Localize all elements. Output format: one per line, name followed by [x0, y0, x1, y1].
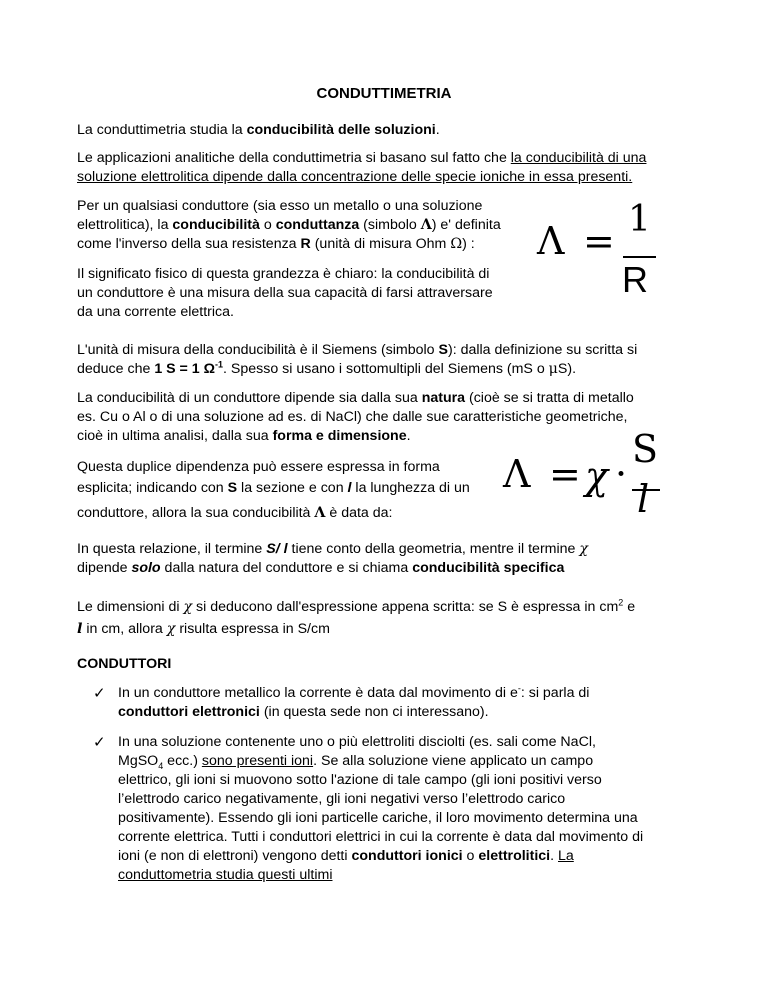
dimensions-text: si deducono dall'espressione appena scritta: se S è espressa in cm	[192, 599, 619, 615]
formula1-denominator: R	[622, 259, 648, 300]
relation-text: In questa relazione, il termine	[77, 541, 267, 557]
squared-exponent: 2	[618, 597, 624, 608]
siemens-text: S).	[557, 361, 577, 377]
dimensions-text: e	[623, 599, 636, 615]
bullet-metallic-conductors	[118, 684, 708, 722]
dependence-text: conduttore, allora la sua conducibilità	[77, 505, 315, 521]
bullet-2-line-6: corrente elettrica. Tutti i conduttori elettrici in cui la corrente è data dal movimento di	[118, 829, 644, 845]
underlined-ions: sono presenti ioni	[201, 753, 314, 769]
section-heading-conduttori: CONDUTTORI	[77, 656, 172, 672]
term-natura: natura	[421, 390, 466, 406]
dependence-text: la lunghezza di un	[351, 480, 470, 496]
term-conduttori-elettronici: conduttori elettronici	[118, 704, 260, 720]
nature-line-3	[77, 427, 692, 446]
siemens-text: . Spesso si usano i sottomultipli del Siemens (mS o	[223, 361, 549, 377]
dimensions-paragraph	[77, 596, 692, 640]
siemens-exponent: -1	[214, 359, 223, 370]
meaning-line: da una corrente elettrica.	[77, 304, 234, 320]
bullet-1-line-2	[118, 703, 708, 722]
bullet-2-line-2	[118, 752, 708, 771]
term-conduttori-ionici: conduttori ionici	[351, 848, 463, 864]
omega-symbol: Ω	[450, 236, 463, 252]
formula2-equals: =	[549, 452, 581, 496]
applications-paragraph	[77, 149, 692, 187]
bullet-text: In un conduttore metallico la corrente è data dal movimento di e	[118, 685, 518, 701]
relation-text: dipende	[77, 560, 132, 576]
meaning-line: Il significato fisico di questa grandezza è chiaro: la conducibilità di	[77, 266, 490, 282]
relation-text: dalla natura del conduttore e si chiama	[160, 560, 413, 576]
bullet-2-line-4: l’elettrodo carico negativamente, gli ioni negativi verso l’elettrodo carico	[118, 791, 566, 807]
dimensions-text: in cm, allora	[82, 621, 167, 637]
formula1-equals: =	[583, 219, 615, 263]
term-geometry: S/ l	[266, 541, 288, 557]
nature-line-1	[77, 389, 692, 408]
siemens-symbol: S	[438, 342, 448, 358]
dependence-text: è data da:	[325, 505, 393, 521]
term-conducibilita: conducibilità	[172, 217, 260, 233]
formula2-chi: χ	[585, 454, 609, 498]
dimensions-line-1	[77, 596, 692, 618]
bullet-text: .	[550, 848, 559, 864]
siemens-line-2	[77, 360, 692, 379]
definition-text: o	[259, 217, 276, 233]
checkmark-icon: ✓	[93, 685, 106, 702]
term-conducibilita-specifica: conducibilità specifica	[412, 560, 565, 576]
bullet-1-line-1	[118, 684, 708, 703]
lambda-symbol: Λ	[314, 505, 326, 521]
underlined-conclusion: conduttometria studia questi ultimi	[118, 867, 333, 883]
meaning-line: un conduttore è una misura della sua capacità di farsi attraversare	[77, 285, 493, 301]
bullet-ionic-conductors	[118, 733, 708, 885]
dependence-line-2	[77, 478, 547, 499]
definition-text: elettrolitica), la	[77, 217, 173, 233]
nature-text: (cioè se si tratta di metallo	[465, 390, 634, 406]
symbol-s: S	[227, 480, 238, 496]
siemens-paragraph	[77, 341, 692, 379]
definition-text: come l'inverso della sua resistenza	[77, 236, 301, 252]
definition-line-3	[77, 235, 547, 254]
formula2-dot: ·	[615, 452, 628, 496]
dependence-line-1: Questa duplice dipendenza può essere espressa in forma	[77, 459, 440, 475]
term-resistenza: R	[300, 236, 311, 252]
bullet-text: MgSO	[118, 753, 159, 769]
formula2-numerator: S	[632, 427, 659, 471]
term-solo: solo	[131, 560, 161, 576]
formula1-fraction-bar	[623, 256, 656, 258]
bullet-text: : si parla di	[520, 685, 590, 701]
dependence-text: la sezione e con	[237, 480, 348, 496]
formula-subscript: 4	[158, 760, 164, 771]
definition-line-2	[77, 216, 547, 235]
dependence-text: esplicita; indicando con	[77, 480, 228, 496]
formula1-numerator: 1	[628, 199, 651, 240]
bullet-2-line-1: In una soluzione contenente uno o più elettroliti disciolti (es. sali come NaCl,	[118, 734, 596, 750]
lambda-symbol: Λ	[420, 217, 432, 233]
relation-line-1	[77, 540, 692, 559]
nature-paragraph	[77, 389, 692, 446]
applications-text: Le applicazioni analitiche della conduttimetria si basano sul fatto che	[77, 150, 511, 166]
dependence-line-3	[77, 503, 547, 524]
chi-symbol: χ	[183, 599, 193, 615]
checkmark-icon: ✓	[93, 734, 106, 751]
bullet-text: ioni (e non di elettroni) vengono detti	[118, 848, 352, 864]
page-title: CONDUTTIMETRIA	[316, 85, 452, 102]
bullet-text: o	[462, 848, 479, 864]
dimensions-text: risulta espressa in S/cm	[175, 621, 330, 637]
term-conduttanza: conduttanza	[275, 217, 360, 233]
definition-text: (simbolo	[359, 217, 421, 233]
nature-text: La conducibilità di un conduttore dipende sia dalla sua	[77, 390, 422, 406]
bullet-2-line-8	[118, 866, 708, 885]
siemens-equation: 1 S = 1 Ω	[154, 361, 215, 377]
chi-symbol: χ	[166, 621, 176, 637]
intro-bold: conducibilità delle soluzioni	[246, 122, 436, 138]
siemens-text: deduce che	[77, 361, 155, 377]
siemens-line-1	[77, 341, 692, 360]
relation-line-2	[77, 559, 692, 578]
bullet-2-line-5: positivamente). Essendo gli ioni particelle cariche, il loro movimento determina una	[118, 810, 638, 826]
dependence-paragraph	[77, 452, 547, 524]
term-elettrolitici: elettrolitici	[478, 848, 551, 864]
siemens-text: ): dalla definizione su scritta si	[447, 342, 638, 358]
meaning-paragraph	[77, 265, 547, 322]
dimensions-line-2	[77, 618, 692, 640]
bullet-2-line-7	[118, 847, 708, 866]
nature-text: cioè in ultima analisi, dalla sua	[77, 428, 273, 444]
bullet-text: ecc.)	[163, 753, 202, 769]
intro-end: .	[435, 122, 440, 138]
bullet-text: . Se alla soluzione viene applicato un campo	[313, 753, 594, 769]
formula2-denominator: l	[637, 477, 650, 521]
applications-underlined: la conducibilità di una soluzione elettrolitica dipende dalla concentrazione delle specie ioniche in essa presenti.	[77, 150, 647, 185]
intro-text: La conduttimetria studia la	[77, 122, 247, 138]
definition-line-1: Per un qualsiasi conduttore (sia esso un metallo o una soluzione	[77, 198, 483, 214]
underlined-text: La	[558, 848, 574, 864]
nature-text: .	[406, 428, 411, 444]
chi-symbol: χ	[579, 541, 588, 557]
definition-text: ) :	[462, 236, 475, 252]
intro-paragraph	[77, 121, 692, 140]
definition-paragraph	[77, 197, 547, 254]
formula2-lambda: Λ	[503, 452, 531, 496]
symbol-l: l	[77, 621, 83, 637]
relation-paragraph	[77, 540, 692, 578]
definition-text: (unità di misura Ohm	[310, 236, 451, 252]
definition-text: ) e' definita	[431, 217, 501, 233]
formula1-lambda: Λ	[537, 219, 565, 263]
electron-charge: -	[517, 683, 521, 694]
bullet-2-line-3: elettrico, gli ioni si muovono sotto l'azione di tale campo (gli ioni positivi verso	[118, 772, 602, 788]
siemens-text: L'unità di misura della conducibilità è il Siemens (simbolo	[77, 342, 439, 358]
nature-line-2: es. Cu o Al o di una soluzione ad es. di NaCl) che dalle sue caratteristiche geometriche,	[77, 409, 628, 425]
term-forma-dimensione: forma e dimensione	[272, 428, 407, 444]
dimensions-text: Le dimensioni di	[77, 599, 184, 615]
symbol-l: l	[347, 480, 352, 496]
bullet-text: (in questa sede non ci interessano).	[259, 704, 489, 720]
mu-symbol: μ	[548, 361, 558, 377]
relation-text: tiene conto della geometria, mentre il termine	[287, 541, 580, 557]
